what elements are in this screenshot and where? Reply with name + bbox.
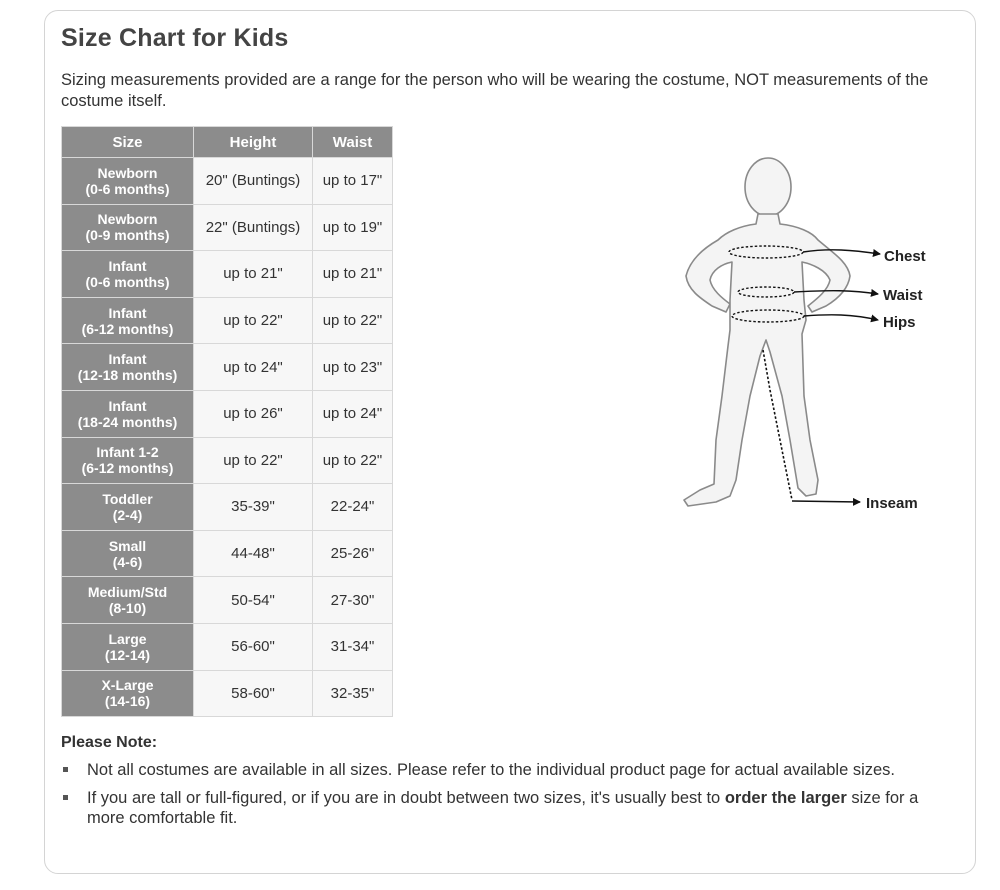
waist-cell: up to 21"	[313, 251, 393, 298]
size-cell	[62, 530, 194, 577]
table-row	[62, 344, 393, 391]
size-name: Medium/Std	[87, 584, 168, 601]
table-row	[62, 251, 393, 298]
size-cell	[62, 390, 194, 437]
chest-label: Chest	[884, 248, 926, 265]
height-cell: up to 22"	[194, 297, 313, 344]
size-range: (6-12 months)	[81, 320, 174, 337]
waist-cell: 31-34"	[313, 623, 393, 670]
size-range: (0-9 months)	[85, 227, 170, 244]
size-name: Infant	[108, 351, 147, 368]
size-range: (12-18 months)	[77, 367, 178, 384]
waist-cell: up to 24"	[313, 390, 393, 437]
height-cell: 35-39"	[194, 484, 313, 531]
bullet-icon	[63, 795, 68, 800]
size-range: (0-6 months)	[85, 180, 170, 197]
size-cell	[62, 158, 194, 205]
waist-cell: up to 19"	[313, 204, 393, 251]
height-cell: up to 24"	[194, 344, 313, 391]
waist-cell: up to 22"	[313, 437, 393, 484]
size-name: Small	[108, 537, 147, 554]
intro-text: Sizing measurements provided are a range for the person who will be wearing the costume, NOT measurements of the costume itself.	[61, 71, 929, 110]
height-cell: up to 26"	[194, 390, 313, 437]
size-cell	[62, 437, 194, 484]
size-range: (6-12 months)	[81, 460, 174, 477]
waist-cell: up to 23"	[313, 344, 393, 391]
waist-label: Waist	[883, 287, 923, 304]
table-row	[62, 623, 393, 670]
notes-heading: Please Note:	[61, 734, 158, 751]
height-cell: 44-48"	[194, 530, 313, 577]
column-header-size: Size	[62, 127, 194, 158]
column-header-waist: Waist	[313, 127, 393, 158]
size-name: Toddler	[102, 490, 153, 507]
size-range: (2-4)	[112, 506, 143, 523]
waist-cell: up to 22"	[313, 297, 393, 344]
table-row	[62, 437, 393, 484]
bullet-icon	[63, 767, 68, 772]
waist-cell: 25-26"	[313, 530, 393, 577]
list-item	[61, 760, 941, 780]
size-name: Large	[108, 630, 147, 647]
size-cell	[62, 623, 194, 670]
size-name: Infant	[108, 304, 147, 321]
table-row	[62, 484, 393, 531]
size-range: (14-16)	[104, 693, 151, 710]
note-emphasis: order the larger	[724, 789, 847, 807]
size-cell	[62, 344, 194, 391]
size-cell	[62, 204, 194, 251]
column-header-height: Height	[194, 127, 313, 158]
size-table	[61, 126, 393, 717]
height-cell: 56-60"	[194, 623, 313, 670]
size-name: X-Large	[101, 677, 154, 694]
note-text: Not all costumes are available in all sizes. Please refer to the individual product page for actual available sizes.	[87, 761, 896, 779]
page-title: Size Chart for Kids	[61, 24, 289, 52]
list-item	[61, 788, 941, 828]
hips-label: Hips	[883, 314, 916, 331]
size-name: Infant 1-2	[96, 444, 159, 461]
note-text-end: size for a more comfortable fit.	[87, 789, 919, 827]
waist-cell: 22-24"	[313, 484, 393, 531]
height-cell: 50-54"	[194, 577, 313, 624]
height-cell: 22" (Buntings)	[194, 204, 313, 251]
note-text-start: If you are tall or full-figured, or if you are in doubt between two sizes, it's usually best to	[87, 789, 725, 807]
size-cell	[62, 251, 194, 298]
table-row	[62, 577, 393, 624]
size-name: Infant	[108, 257, 147, 274]
height-cell: up to 21"	[194, 251, 313, 298]
table-row	[62, 530, 393, 577]
size-cell	[62, 577, 194, 624]
size-range: (4-6)	[112, 553, 143, 570]
child-silhouette-icon	[684, 158, 850, 506]
table-row	[62, 297, 393, 344]
waist-cell: 27-30"	[313, 577, 393, 624]
table-row	[62, 390, 393, 437]
size-range: (0-6 months)	[85, 273, 170, 290]
table-row	[62, 158, 393, 205]
size-cell	[62, 484, 194, 531]
size-range: (12-14)	[104, 646, 151, 663]
size-name: Infant	[108, 397, 147, 414]
waist-cell: up to 17"	[313, 158, 393, 205]
size-name: Newborn	[97, 164, 158, 181]
height-cell: 58-60"	[194, 670, 313, 717]
height-cell: up to 22"	[194, 437, 313, 484]
size-range: (18-24 months)	[77, 413, 178, 430]
size-cell	[62, 297, 194, 344]
size-name: Newborn	[97, 211, 158, 228]
table-header-row	[62, 127, 393, 158]
inseam-label: Inseam	[866, 495, 918, 512]
notes-list	[61, 760, 941, 836]
body-measurement-diagram	[680, 150, 960, 530]
size-cell	[62, 670, 194, 717]
size-range: (8-10)	[108, 600, 147, 617]
table-row	[62, 204, 393, 251]
table-row	[62, 670, 393, 717]
waist-cell: 32-35"	[313, 670, 393, 717]
height-cell: 20" (Buntings)	[194, 158, 313, 205]
